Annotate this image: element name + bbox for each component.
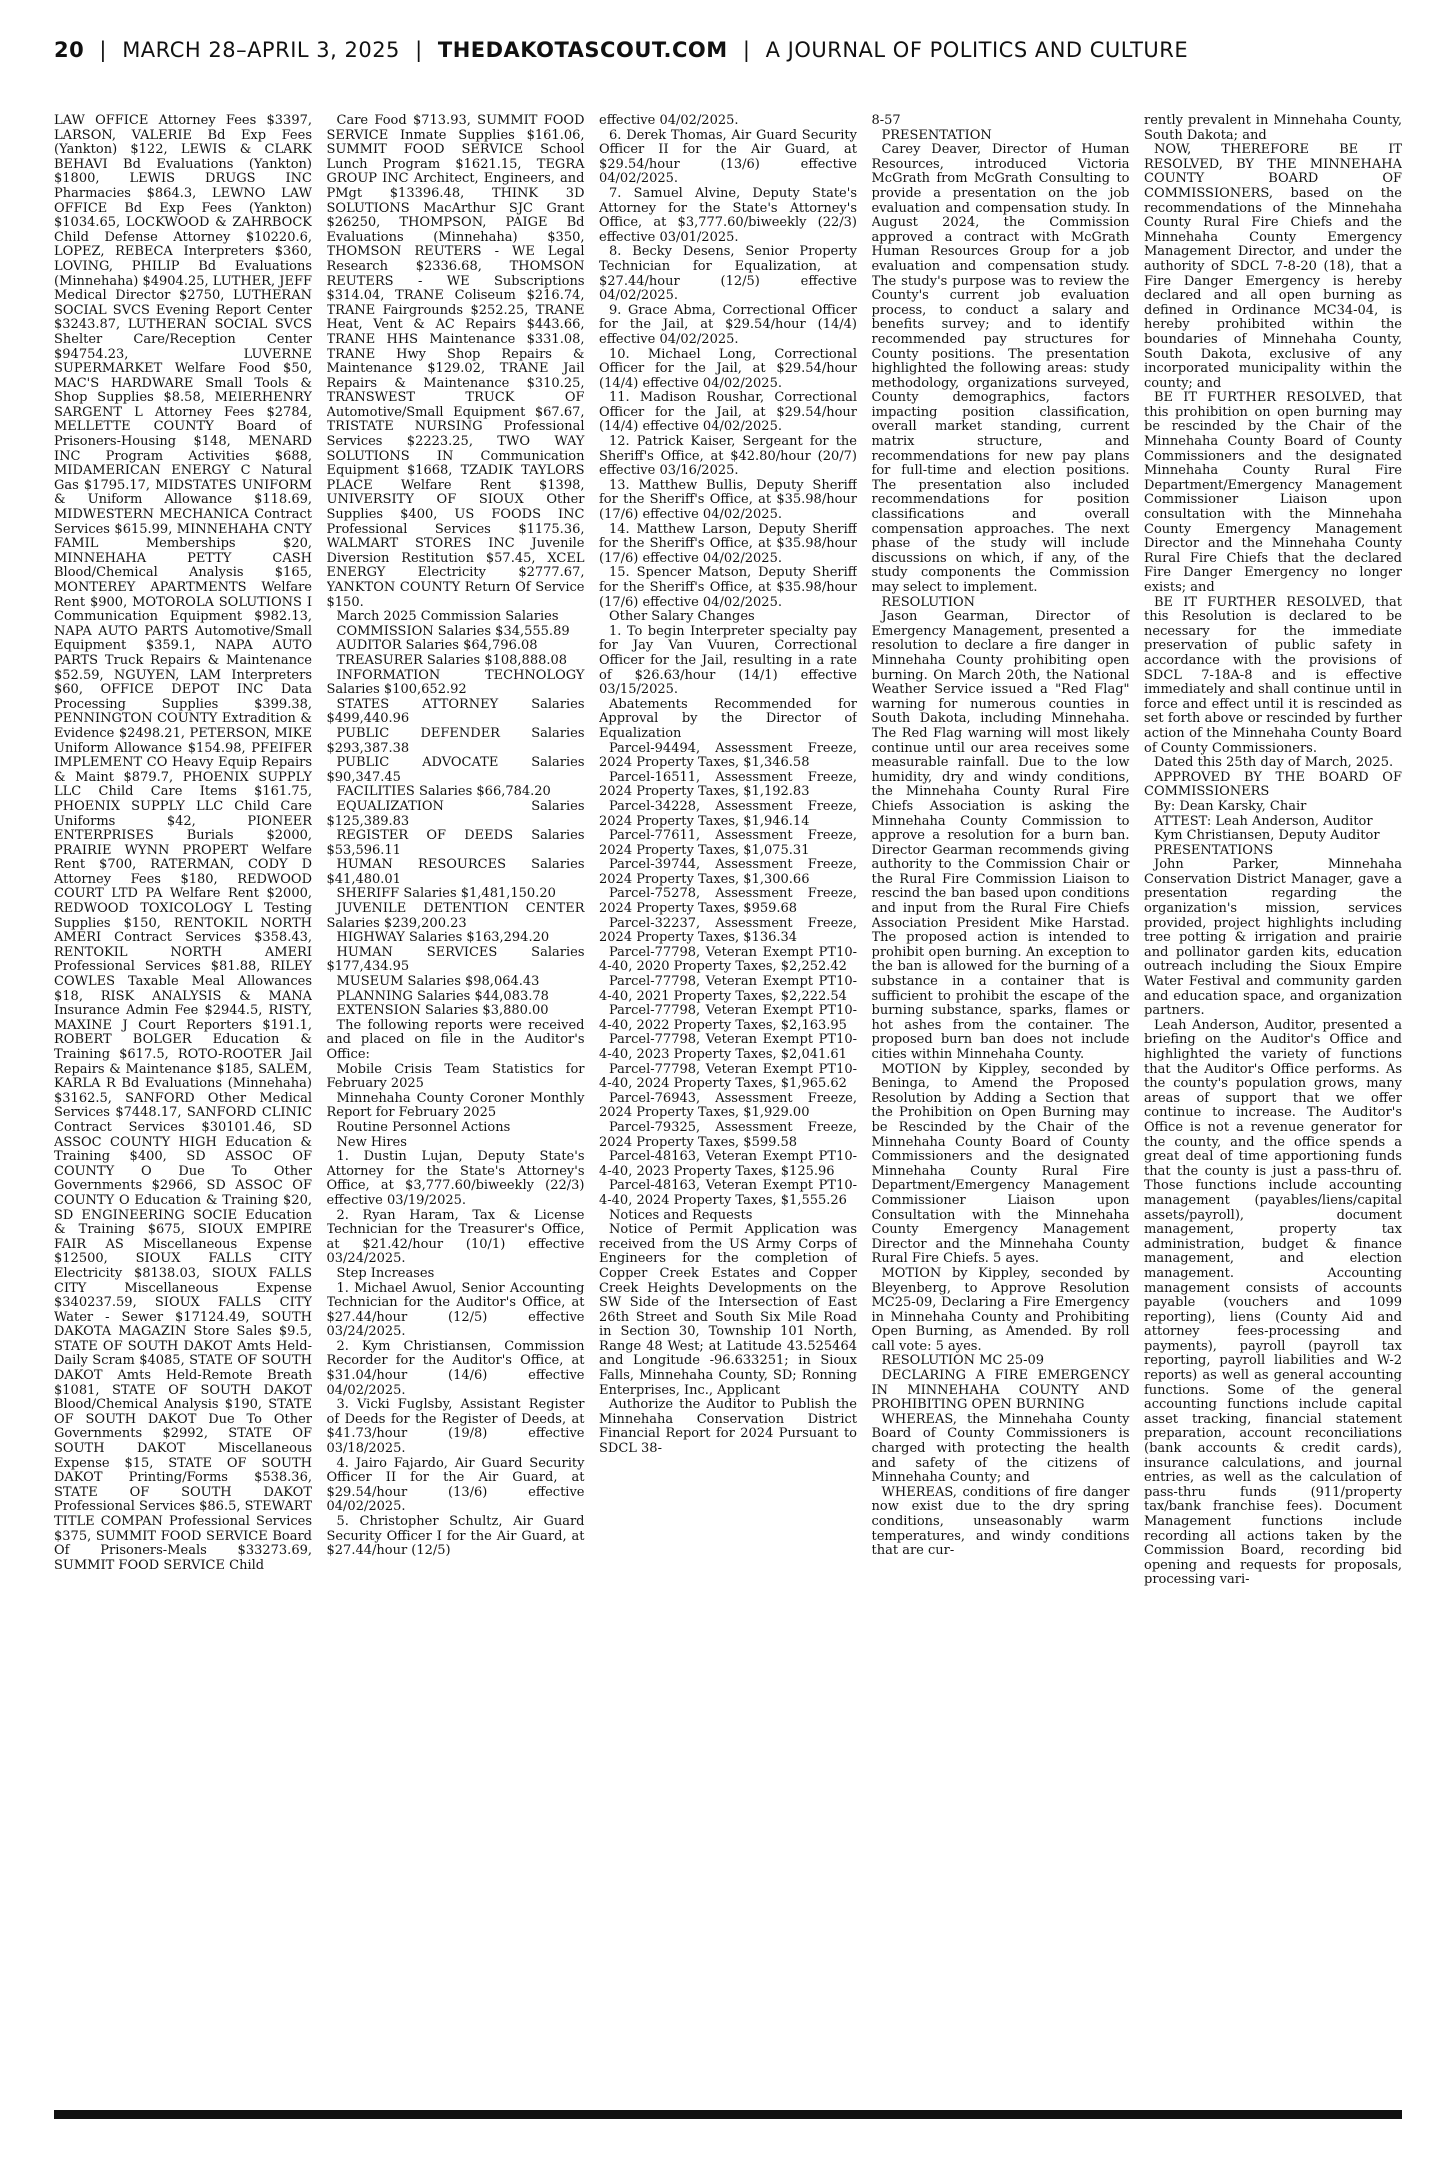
- footer-rule: [54, 2110, 1402, 2119]
- paragraph: MOTION by Kippley, seconded by Bleyenberg, to Approve Resolution MC25-09, Declaring a Fire Emergency in Minnehaha County and Prohibiting Open Burning, as Amended. By roll call vote: 5 ayes.: [871, 1265, 1130, 1354]
- paragraph: 7. Samuel Alvine, Deputy State's Attorney for the State's Attorney's Office, at $3,777.60/biweekly (22/3) effective 03/01/2025.: [599, 185, 857, 245]
- header-separator: |: [99, 38, 107, 62]
- paragraph: Parcel-77798, Veteran Exempt PT10-4-40, 2024 Property Taxes, $1,965.62: [599, 1061, 857, 1092]
- paragraph: Care Food $713.93, SUMMIT FOOD SERVICE Inmate Supplies $161.06, SUMMIT FOOD SERVICE School Lunch Program $1621.15, TEGRA GROUP INC Architect, Engineers, and PMgt $13396.48, THINK 3D SOLUTIONS MacArthur SJC Grant $26250, THOMPSON, PAIGE Bd Evaluations (Minnehaha) $350, THOMSON REUTERS - WE Legal Research $2336.68, THOMSON REUTERS - WE Subscriptions $314.04, TRANE Coliseum $216.74, TRANE Fairgrounds $252.25, TRANE Heat, Vent & AC Repairs $443.66, TRANE HHS Maintenance $331.08, TRANE Hwy Shop Repairs & Maintenance $129.02, TRANE Jail Repairs & Maintenance $310.25, TRANSWEST TRUCK OF Automotive/Small Equipment $67.67, TRISTATE NURSING Professional Services $2223.25, TWO WAY SOLUTIONS IN Communication Equipment $1668, TZADIK TAYLORS PLACE Welfare Rent $1398, UNIVERSITY OF SIOUX Other Supplies $400, US FOODS INC Professional Services $1175.36, WALMART STORES INC Juvenile Diversion Restitution $57.45, XCEL ENERGY Electricity $2777.67, YANKTON COUNTY Return Of Service $150.: [326, 114, 585, 610]
- paragraph: 6. Derek Thomas, Air Guard Security Officer II for the Air Guard, at $29.54/hour (13/6) effective 04/02/2025.: [599, 127, 857, 187]
- paragraph: 8. Becky Desens, Senior Property Technician for Equalization, at $27.44/hour (12/5) effective 04/02/2025.: [599, 244, 857, 304]
- paragraph: 3. Vicki Fuglsby, Assistant Register of Deeds for the Register of Deeds, at $41.73/hour (19/8) effective 03/18/2025.: [326, 1397, 585, 1457]
- issue-date: MARCH 28–APRIL 3, 2025: [122, 38, 400, 62]
- paragraph: WHEREAS, the Minnehaha County Board of County Commissioners is charged with protecting the health and safety of the citizens of Minnehaha County; and: [871, 1411, 1130, 1486]
- paragraph: Parcel-76943, Assessment Freeze, 2024 Property Taxes, $1,929.00: [599, 1090, 857, 1121]
- paragraph: AUDITOR Salaries $64,796.08: [336, 638, 538, 654]
- paragraph: Dated this 25th day of March, 2025.: [1154, 755, 1394, 771]
- paragraph: Parcel-77798, Veteran Exempt PT10-4-40, 2020 Property Taxes, $2,252.42: [599, 944, 857, 975]
- paragraph: RESOLUTION MC 25-09: [881, 1353, 1045, 1369]
- paragraph: JUVENILE DETENTION CENTER Salaries $239,200.23: [326, 901, 585, 931]
- paragraph: DECLARING A FIRE EMERGENCY IN MINNEHAHA COUNTY AND PROHIBITING OPEN BURNING: [871, 1368, 1130, 1413]
- paragraph: Parcel-75278, Assessment Freeze, 2024 Property Taxes, $959.68: [599, 886, 857, 917]
- paragraph: HUMAN RESOURCES Salaries $41,480.01: [326, 857, 585, 887]
- text-column-5: [1144, 114, 1402, 2100]
- paragraph: Notice of Permit Application was received from the US Army Corps of Engineers for the completion of Copper Creek Estates and Copper Creek Heights Developments on the SW Side of the Intersection of East 26th Street and South Six Mile Road in Section 30, Township 101 North, Range 48 West; at Latitude 43.525464 and Longitude -96.633251; in Sioux Falls, Minnehaha County, SD; Ronning Enterprises, Inc., Applicant: [599, 1222, 857, 1398]
- paragraph: Minnehaha County Coroner Monthly Report for February 2025: [326, 1090, 585, 1121]
- paragraph: Carey Deaver, Director of Human Resources, introduced Victoria McGrath from McGrath Consulting to provide a presentation on the job evaluation and compensation study. In August 2024, the Commission approved a contract with McGrath Human Resources Group for a job evaluation and compensation study. The study's purpose was to review the County's current job evaluation process, to conduct a salary and benefits survey; and to identify recommended pay structures for County positions. The presentation highlighted the following areas: study methodology, organizations surveyed, County demographics, factors impacting position classification, overall market standing, current matrix structure, and recommendations for new pay plans for full-time and election positions. The presentation also included recommendations for position classifications and overall compensation approaches. The next phase of the study will include discussions on which, if any, of the study components the Commission may select to implement.: [871, 142, 1130, 595]
- paragraph: COMMISSION Salaries $34,555.89: [336, 623, 570, 639]
- paragraph: Parcel-48163, Veteran Exempt PT10-4-40, 2024 Property Taxes, $1,555.26: [599, 1178, 857, 1208]
- text-column-2: [327, 114, 585, 2100]
- paragraph: Mobile Crisis Team Statistics for February 2025: [326, 1061, 585, 1092]
- paragraph: 9. Grace Abma, Correctional Officer for the Jail, at $29.54/hour (14/4) effective 04/02/2025.: [599, 302, 857, 347]
- paragraph: March 2025 Commission Salaries: [336, 609, 559, 625]
- paragraph: PUBLIC DEFENDER Salaries $293,387.38: [326, 725, 585, 756]
- page-header: [54, 38, 1402, 78]
- paragraph: 1. To begin Interpreter specialty pay for Jay Van Vuuren, Correctional Officer for the Jail, resulting in a rate of $26.63/hour (14/1) effective 03/15/2025.: [599, 623, 857, 698]
- paragraph: 2. Ryan Haram, Tax & License Technician for the Treasurer's Office, at $21.42/hour (10/1) effective 03/24/2025.: [326, 1207, 585, 1267]
- paragraph: 14. Matthew Larson, Deputy Sheriff for the Sheriff's Office, at $35.98/hour (17/6) effective 04/02/2025.: [599, 521, 857, 566]
- paragraph: Parcel-39744, Assessment Freeze, 2024 Property Taxes, $1,300.66: [599, 857, 857, 887]
- paragraph: PLANNING Salaries $44,083.78: [336, 988, 549, 1004]
- paragraph: Parcel-77798, Veteran Exempt PT10-4-40, 2022 Property Taxes, $2,163.95: [599, 1003, 857, 1033]
- paragraph: 5. Christopher Schultz, Air Guard Security Officer I for the Air Guard, at $27.44/hour (12/5): [326, 1514, 585, 1559]
- paragraph: MOTION by Kippley, seconded by Beninga, to Amend the Proposed Resolution by Adding a Section that the Prohibition on Open Burning may be Rescinded by the Chair of the Minnehaha County Board of County Commissioners and the designated Minnehaha County Rural Fire Department/Emergency Management Commissioner Liaison upon Consultation with the Minnehaha County Emergency Management Director and the Minnehaha County Rural Fire Chiefs. 5 ayes.: [871, 1061, 1130, 1267]
- paragraph: Parcel-32237, Assessment Freeze, 2024 Property Taxes, $136.34: [599, 915, 857, 946]
- paragraph: Parcel-77798, Veteran Exempt PT10-4-40, 2023 Property Taxes, $2,041.61: [599, 1032, 857, 1062]
- paragraph: 2. Kym Christiansen, Commission Recorder for the Auditor's Office, at $31.04/hour (14/6) effective 04/02/2025.: [326, 1338, 585, 1398]
- paragraph: Parcel-94494, Assessment Freeze, 2024 Property Taxes, $1,346.58: [599, 740, 857, 771]
- paragraph: 10. Michael Long, Correctional Officer for the Jail, at $29.54/hour (14/4) effective 04/02/2025.: [599, 346, 857, 391]
- paragraph: EXTENSION Salaries $3,880.00: [336, 1003, 549, 1019]
- paragraph: PRESENTATION: [881, 127, 992, 143]
- paragraph: Parcel-79325, Assessment Freeze, 2024 Property Taxes, $599.58: [599, 1119, 857, 1150]
- header-separator: |: [742, 38, 751, 62]
- text-column-4: [872, 114, 1130, 2100]
- paragraph: 15. Spencer Matson, Deputy Sheriff for the Sheriff's Office, at $35.98/hour (17/6) effective 04/02/2025.: [599, 565, 857, 610]
- paragraph: 1. Dustin Lujan, Deputy State's Attorney for the State's Attorney's Office, at $3,777.60/biweekly (22/3) effective 03/19/2025.: [326, 1149, 585, 1208]
- paragraph: RESOLUTION: [881, 594, 976, 610]
- paragraph: Other Salary Changes: [609, 609, 755, 625]
- paragraph: effective 04/02/2025.: [599, 114, 739, 128]
- site-url: THEDAKOTASCOUT.COM: [437, 38, 728, 62]
- paragraph: New Hires: [336, 1134, 407, 1150]
- paragraph: Step Increases: [336, 1265, 435, 1281]
- paragraph: HIGHWAY Salaries $163,294.20: [336, 930, 550, 946]
- text-column-1: [54, 114, 312, 2100]
- paragraph: NOW, THEREFORE BE IT RESOLVED, BY THE MINNEHAHA COUNTY BOARD OF COMMISSIONERS, based on the recommendations of the Minnehaha County Rural Fire Chiefs and the Minnehaha County Emergency Management Director, and under the authority of SDCL 7-8-20 (18), that a Fire Danger Emergency is hereby declared and all open burning as defined in Ordinance MC34-04, is hereby prohibited within the boundaries of Minnehaha County, South Dakota, exclusive of any incorporated municipality within the county; and: [1144, 142, 1402, 391]
- paragraph: PRESENTATIONS: [1154, 842, 1274, 858]
- paragraph: 1. Michael Awuol, Senior Accounting Technician for the Auditor's Office, at $27.44/hour (12/5) effective 03/24/2025.: [326, 1280, 585, 1340]
- tagline: A JOURNAL OF POLITICS AND CULTURE: [765, 38, 1189, 62]
- paragraph: Routine Personnel Actions: [336, 1119, 511, 1135]
- paragraph: MUSEUM Salaries $98,064.43: [336, 974, 540, 990]
- paragraph: Parcel-16511, Assessment Freeze, 2024 Property Taxes, $1,192.83: [599, 769, 857, 800]
- paragraph: PUBLIC ADVOCATE Salaries $90,347.45: [326, 755, 585, 785]
- paragraph: FACILITIES Salaries $66,784.20: [336, 784, 551, 800]
- paragraph: Parcel-77611, Assessment Freeze, 2024 Property Taxes, $1,075.31: [599, 828, 857, 858]
- paragraph: SHERIFF Salaries $1,481,150.20: [336, 886, 556, 902]
- paragraph: HUMAN SERVICES Salaries $177,434.95: [326, 944, 585, 975]
- paragraph: BE IT FURTHER RESOLVED, that this prohibition on open burning may be rescinded by the Chair of the Minnehaha County Board of County Commissioners and the designated Minnehaha County Rural Fire Department/Emergency Management Commissioner Liaison upon consultation with the Minnehaha County Emergency Management Director and the Minnehaha County Rural Fire Chiefs that the declared Fire Danger Emergency no longer exists; and: [1144, 390, 1402, 595]
- paragraph: EQUALIZATION Salaries $125,389.83: [326, 798, 585, 829]
- paragraph: Parcel-34228, Assessment Freeze, 2024 Property Taxes, $1,946.14: [599, 798, 857, 829]
- article-columns: [54, 114, 1402, 2100]
- paragraph: 4. Jairo Fajardo, Air Guard Security Officer II for the Air Guard, at $29.54/hour (13/6) effective 04/02/2025.: [326, 1455, 585, 1515]
- paragraph: Jason Gearman, Director of Emergency Management, presented a resolution to declare a fire danger in Minnehaha County prohibiting open burning. On March 20th, the National Weather Service issued a "Red Flag" warning for numerous counties in South Dakota, including Minnehaha. The Red Flag warning will most likely continue until our area receives some measurable rainfall. Due to the low humidity, dry and windy conditions, the Minnehaha County Rural Fire Chiefs Association is asking the Minnehaha County Commission to approve a resolution for a burn ban. Director Gearman recommends giving authority to the Commission Chair or the Rural Fire Commission Liaison to rescind the ban based upon conditions and input from the Rural Fire Chiefs Association President Mike Harstad. The proposed action is intended to prohibit open burning. An exception to the ban is allowed for the burning of a substance in a container that is sufficient to prohibit the escape of the burning substance, sparks, flames or hot ashes from the container. The proposed burn ban does not include cities within Minnehaha County.: [871, 609, 1130, 1062]
- paragraph: REGISTER OF DEEDS Salaries $53,596.11: [326, 828, 585, 858]
- paragraph: John Parker, Minnehaha Conservation District Manager, gave a presentation regarding the organization's mission, services provided, project highlights including tree potting & irrigation and prairie and pollinator garden kits, education outreach including the Sioux Empire Water Festival and community garden and education space, and organization partners.: [1144, 857, 1402, 1019]
- paragraph: BE IT FURTHER RESOLVED, that this Resolution is declared to be necessary for the immediate preservation of public safety in accordance with the provisions of SDCL 7-18A-8 and is effective immediately and shall continue until in force and effect until it is rescinded as set forth above or rescinded by further action of the Minnehaha County Board of County Commissioners.: [1144, 594, 1402, 756]
- paragraph: 13. Matthew Bullis, Deputy Sheriff for the Sheriff's Office, at $35.98/hour (17/6) effective 04/02/2025.: [599, 477, 857, 523]
- page-number: 20: [54, 38, 85, 62]
- paragraph: rently prevalent in Minnehaha County, South Dakota; and: [1144, 114, 1402, 143]
- paragraph: Authorize the Auditor to Publish the Minnehaha Conservation District Financial Report for 2024 Pursuant to SDCL 38-: [599, 1397, 857, 1457]
- header-separator: |: [415, 38, 423, 62]
- paragraph: Abatements Recommended for Approval by the Director of Equalization: [599, 696, 857, 741]
- paragraph: TREASURER Salaries $108,888.08: [336, 652, 568, 668]
- paragraph: 12. Patrick Kaiser, Sergeant for the Sheriff's Office, at $42.80/hour (20/7) effective 03/16/2025.: [599, 434, 857, 479]
- paragraph: Parcel-77798, Veteran Exempt PT10-4-40, 2021 Property Taxes, $2,222.54: [599, 974, 857, 1004]
- paragraph: LAW OFFICE Attorney Fees $3397, LARSON, VALERIE Bd Exp Fees (Yankton) $122, LEWIS & CLARK BEHAVI Bd Evaluations (Yankton) $1800, LEWIS DRUGS INC Pharmacies $864.3, LEWNO LAW OFFICE Bd Exp Fees (Yankton) $1034.65, LOCKWOOD & ZAHRBOCK Child Defense Attorney $10220.6, LOPEZ, REBECA Interpreters $360, LOVING, PHILIP Bd Evaluations (Minnehaha) $4904.25, LUTHER, JEFF Medical Director $2750, LUTHERAN SOCIAL SVCS Evening Report Center $3243.87, LUTHERAN SOCIAL SVCS Shelter Care/Reception Center $94754.23, LUVERNE SUPERMARKET Welfare Food $50, MAC'S HARDWARE Small Tools & Shop Supplies $8.58, MEIERHENRY SARGENT L Attorney Fees $2784, MELLETTE COUNTY Board of Prisoners-Housing $148, MENARD INC Program Activities $688, MIDAMERICAN ENERGY C Natural Gas $1795.17, MIDSTATES UNIFORM & Uniform Allowance $118.69, MIDWESTERN MECHANICA Contract Services $615.99, MINNEHAHA CNTY FAMIL Memberships $20, MINNEHAHA PETTY CASH Blood/Chemical Analysis $165, MONTEREY APARTMENTS Welfare Rent $900, MOTOROLA SOLUTIONS I Communication Equipment $982.13, NAPA AUTO PARTS Automotive/Small Equipment $359.1, NAPA AUTO PARTS Truck Repairs & Maintenance $52.59, NGUYEN, LAM Interpreters $60, OFFICE DEPOT INC Data Processing Supplies $399.38, PENNINGTON COUNTY Extradition & Evidence $2498.21, PETERSON, MIKE Uniform Allowance $154.98, PFEIFER IMPLEMENT CO Heavy Equip Repairs & Maint $879.7, PHOENIX SUPPLY LLC Child Care Items $161.75, PHOENIX SUPPLY LLC Child Care Uniforms $42, PIONEER ENTERPRISES Burials $2000, PRAIRIE WYNN PROPERT Welfare Rent $700, RATERMAN, CODY D Attorney Fees $180, REDWOOD COURT LTD PA Welfare Rent $2000, REDWOOD TOXICOLOGY L Testing Supplies $150, RENTOKIL NORTH AMERI Contract Services $358.43, RENTOKIL NORTH AMERI Professional Services $81.88, RILEY COWLES Taxable Meal Allowances $18, RISK ANALYSIS & MANA Insurance Admin Fee $2944.5, RISTY, MAXINE J Court Reporters $191.1, ROBERT BOLGER Education & Training $617.5, ROTO-ROOTER Jail Repairs & Maintenance $185, SALEM, KARLA R Bd Evaluations (Minnehaha) $3162.5, SANFORD Other Medical Services $7448.17, SANFORD CLINIC Contract Services $30101.46, SD ASSOC COUNTY HIGH Education & Training $400, SD ASSOC OF COUNTY O Due To Other Governments $2966, SD ASSOC OF COUNTY O Education & Training $20, SD ENGINEERING SOCIE Education & Training $675, SIOUX EMPIRE FAIR AS Miscellaneous Expense $12500, SIOUX FALLS CITY Electricity $8138.03, SIOUX FALLS CITY Miscellaneous Expense $340237.59, SIOUX FALLS CITY Water - Sewer $17124.49, SOUTH DAKOTA MAGAZIN Store Sales $9.5, STATE OF SOUTH DAKOT Amts Held-Daily Scram $4085, STATE OF SOUTH DAKOT Amts Held-Remote Breath $1081, STATE OF SOUTH DAKOT Blood/Chemical Analysis $190, STATE OF SOUTH DAKOT Due To Other Governments $2992, STATE OF SOUTH DAKOT Miscellaneous Expense $15, STATE OF SOUTH DAKOT Printing/Forms $538.36, STATE OF SOUTH DAKOT Professional Services $86.5, STEWART TITLE COMPAN Professional Services $375, SUMMIT FOOD SERVICE Board Of Prisoners-Meals $33273.69, SUMMIT FOOD SERVICE Child: [54, 114, 312, 1573]
- paragraph: Parcel-48163, Veteran Exempt PT10-4-40, 2023 Property Taxes, $125.96: [599, 1149, 857, 1179]
- paragraph: 8-57: [871, 114, 901, 128]
- paragraph: WHEREAS, conditions of fire danger now exist due to the dry spring conditions, unseasonably warm temperatures, and windy conditions that are cur-: [871, 1484, 1130, 1559]
- paragraph: APPROVED BY THE BOARD OF COMMISSIONERS: [1144, 769, 1402, 800]
- paragraph: STATES ATTORNEY Salaries $499,440.96: [326, 696, 585, 727]
- paragraph: By: Dean Karsky, Chair: [1154, 798, 1307, 814]
- paragraph: Kym Christiansen, Deputy Auditor: [1154, 828, 1380, 844]
- paragraph: The following reports were received and placed on file in the Auditor's Office:: [326, 1017, 585, 1062]
- paragraph: INFORMATION TECHNOLOGY Salaries $100,652.92: [326, 667, 585, 698]
- paragraph: Notices and Requests: [609, 1207, 753, 1223]
- text-column-3: [599, 114, 857, 2100]
- paragraph: Leah Anderson, Auditor, presented a briefing on the Auditor's Office and highlighted the variety of functions that the Auditor's Office performs. As the county's population grows, many areas of support that we offer continue to increase. The Auditor's Office is not a revenue generator for the county, and the office spends a great deal of time apportioning funds that the county is just a pass-thru of. Those functions include accounting management (payables/liens/capital assets/payroll), document management, property tax administration, budget & finance management, and election management. Accounting management consists of accounts payable (vouchers and 1099 reporting), liens (County Aid and attorney fees-processing and payments), payroll (payroll tax reporting, payroll liabilities and W-2 reports) as well as general accounting functions. Some of the general accounting functions include capital asset tracking, financial statement preparation, account reconciliations (bank accounts & credit cards), insurance calculations, and journal entries, as well as the calculation of pass-thru funds (911/property tax/bank franchise fees). Document Management functions include recording all actions taken by the Commission Board, recording bid opening and requests for proposals, processing vari-: [1144, 1017, 1402, 1588]
- paragraph: ATTEST: Leah Anderson, Auditor: [1154, 813, 1373, 829]
- paragraph: 11. Madison Roushar, Correctional Officer for the Jail, at $29.54/hour (14/4) effective 04/02/2025.: [599, 390, 857, 435]
